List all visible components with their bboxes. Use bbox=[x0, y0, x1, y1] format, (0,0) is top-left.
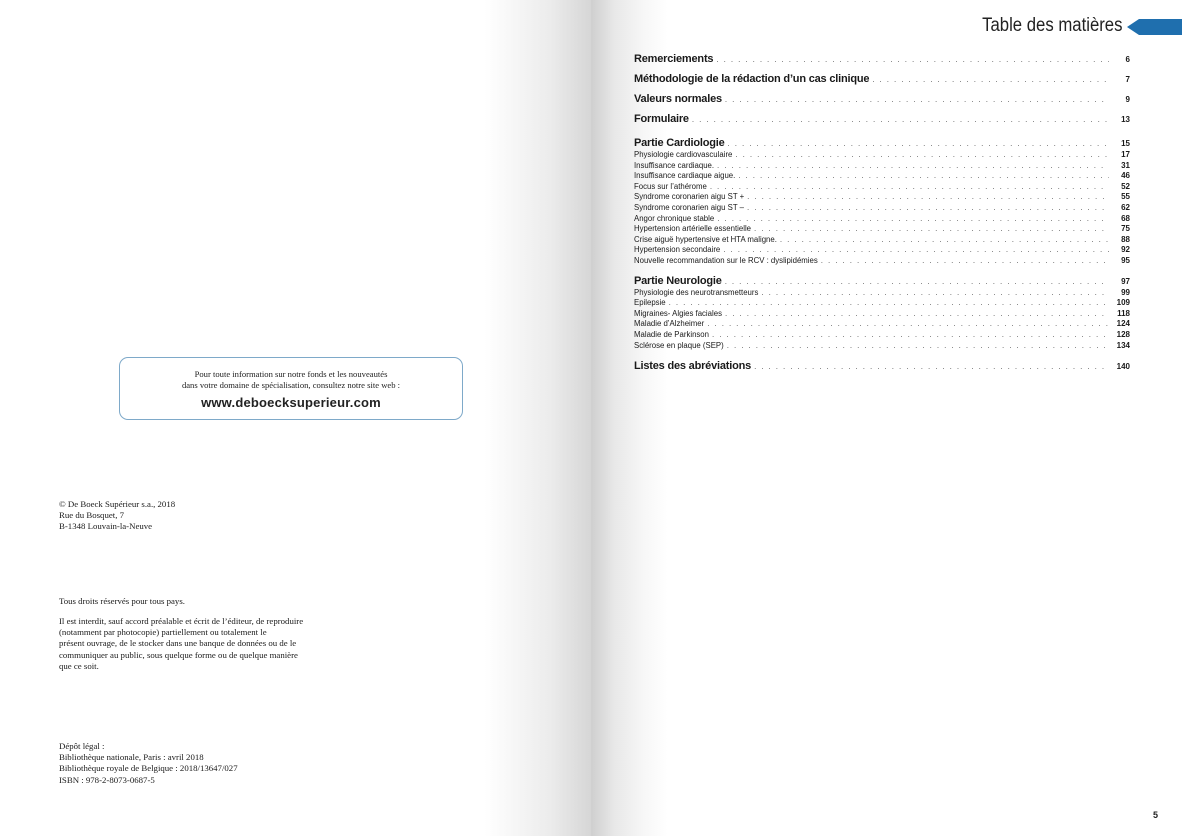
toc-dot-leader bbox=[723, 245, 1109, 254]
toc-dot-leader bbox=[725, 309, 1109, 318]
toc-entry[interactable] bbox=[634, 150, 1130, 161]
toc-entry-title: Sclérose en plaque (SEP) bbox=[634, 340, 724, 350]
toc-entry-title: Partie Cardiologie bbox=[634, 137, 725, 149]
toc-marker-arrow-icon bbox=[1127, 18, 1182, 36]
toc-entry-title: Insuffisance cardiaque aigue. bbox=[634, 171, 736, 181]
depot-title: Dépôt légal : bbox=[59, 741, 105, 751]
toc-entry-title: Valeurs normales bbox=[634, 93, 722, 105]
toc-entry[interactable] bbox=[634, 171, 1130, 182]
toc-entry-page: 55 bbox=[1121, 192, 1130, 202]
toc-entry-page: 46 bbox=[1121, 171, 1130, 181]
toc-entry-title: Maladie d’Alzheimer bbox=[634, 319, 705, 329]
toc-entry[interactable] bbox=[634, 192, 1130, 203]
toc-entry-page: 118 bbox=[1117, 308, 1130, 318]
toc-dot-leader bbox=[725, 95, 1109, 104]
toc-entry-page: 7 bbox=[1125, 75, 1130, 84]
toc-entry-page: 95 bbox=[1121, 255, 1130, 265]
city-line: B-1348 Louvain-la-Neuve bbox=[59, 521, 153, 532]
publisher-info-box bbox=[119, 357, 463, 420]
toc-entry[interactable] bbox=[634, 256, 1130, 267]
toc-entry-title: Crise aiguë hypertensive et HTA maligne. bbox=[634, 234, 777, 244]
toc-dot-leader bbox=[747, 192, 1109, 201]
toc-entry-title: Physiologie cardiovasculaire bbox=[634, 150, 733, 159]
toc-entry[interactable] bbox=[634, 137, 1130, 150]
toc-entry[interactable] bbox=[634, 298, 1130, 309]
toc-entry-page: 109 bbox=[1116, 298, 1130, 308]
toc-entry[interactable] bbox=[634, 235, 1130, 246]
toc-dot-leader bbox=[821, 256, 1109, 265]
toc-entry-title: Méthodologie de la rédaction d’un cas clinique bbox=[634, 73, 870, 85]
toc-dot-leader bbox=[728, 139, 1109, 148]
info-line-1: Pour toute information sur notre fonds et les nouveautés bbox=[194, 369, 388, 379]
toc-dot-leader bbox=[725, 277, 1109, 286]
legal-line: communiquer au public, sous quelque forme ou de quelque manière bbox=[59, 649, 298, 660]
legal-line: Il est interdit, sauf accord préalable et écrit de l’éditeur, de reproduire bbox=[59, 616, 304, 626]
toc-entry[interactable] bbox=[634, 341, 1130, 352]
toc-entry-page: 9 bbox=[1125, 95, 1130, 104]
toc-entry-title: Epilepsie bbox=[634, 298, 666, 308]
toc-entry-title: Insuffisance cardiaque. bbox=[634, 160, 715, 170]
toc-entry[interactable] bbox=[634, 319, 1130, 330]
legal-line: (notamment par photocopie) partiellement ou totalement le bbox=[59, 627, 267, 638]
toc-entry-title: Syndrome coronarien aigu ST + bbox=[634, 192, 745, 202]
copyright-line: © De Boeck Supérieur s.a., 2018 bbox=[59, 499, 176, 509]
depot-line: Bibliothèque royale de Belgique : 2018/13647/027 bbox=[59, 763, 238, 774]
toc-dot-leader bbox=[754, 362, 1109, 371]
toc-entry-title: Physiologie des neurotransmetteurs bbox=[634, 287, 759, 297]
toc-entry[interactable] bbox=[634, 203, 1130, 214]
toc-entry-page: 52 bbox=[1121, 181, 1130, 191]
copyright-block bbox=[59, 499, 175, 533]
toc-entry-page: 140 bbox=[1116, 362, 1130, 372]
toc-entry-page: 128 bbox=[1116, 329, 1130, 339]
depot-line: Bibliothèque nationale, Paris : avril 2018 bbox=[59, 752, 204, 763]
isbn-line: ISBN : 978-2-8073-0687-5 bbox=[59, 774, 155, 785]
toc-entry-page: 17 bbox=[1121, 150, 1130, 159]
toc-dot-leader bbox=[717, 214, 1109, 223]
toc-entry-title: Partie Neurologie bbox=[634, 274, 722, 287]
address-line: Rue du Bosquet, 7 bbox=[59, 510, 124, 521]
toc-entry-title: Nouvelle recommandation sur le RCV : dyslipidémies bbox=[634, 255, 818, 265]
toc-entry-page: 13 bbox=[1121, 115, 1130, 124]
toc-dot-leader bbox=[669, 298, 1109, 307]
toc-dot-leader bbox=[747, 203, 1109, 212]
toc-entry[interactable] bbox=[634, 161, 1130, 172]
toc-dot-leader bbox=[735, 150, 1109, 159]
toc-entry-page: 134 bbox=[1116, 340, 1130, 350]
toc-entry-page: 88 bbox=[1121, 234, 1130, 244]
toc-entry-title: Remerciements bbox=[634, 53, 714, 65]
toc-entry[interactable] bbox=[634, 73, 1130, 89]
toc-dot-leader bbox=[761, 288, 1109, 297]
toc-entry-title: Hypertension artérielle essentielle bbox=[634, 224, 752, 234]
toc-title: Table des matières bbox=[981, 15, 1122, 36]
toc-entry[interactable] bbox=[634, 275, 1130, 288]
rights-line: Tous droits réservés pour tous pays. bbox=[59, 596, 185, 606]
legal-notice bbox=[59, 616, 303, 672]
toc-entry-title: Maladie de Parkinson bbox=[634, 329, 709, 339]
toc-dot-leader bbox=[754, 224, 1109, 233]
toc-entry-title: Migraines- Algies faciales bbox=[634, 308, 722, 318]
toc-entry-page: 99 bbox=[1121, 287, 1130, 297]
legal-line: présent ouvrage, de le stocker dans une banque de données ou de le bbox=[59, 638, 297, 649]
toc-dot-leader bbox=[727, 341, 1109, 350]
toc-dot-leader bbox=[692, 115, 1109, 124]
toc-dot-leader bbox=[738, 171, 1109, 180]
toc-entry[interactable] bbox=[634, 288, 1130, 299]
toc-entry-title: Focus sur l’athérome bbox=[634, 181, 707, 191]
rights-reserved bbox=[59, 596, 185, 607]
toc-entry-page: 6 bbox=[1125, 55, 1130, 64]
toc-entry-title: Listes des abréviations bbox=[634, 360, 752, 373]
toc-dot-leader bbox=[707, 319, 1109, 328]
toc-entry[interactable] bbox=[634, 53, 1130, 69]
toc-entry[interactable] bbox=[634, 245, 1130, 256]
toc-entry[interactable] bbox=[634, 360, 1130, 376]
table-of-contents bbox=[634, 53, 1130, 376]
publisher-website-link[interactable]: www.deboecksuperieur.com bbox=[201, 395, 381, 410]
toc-entry-page: 31 bbox=[1121, 160, 1130, 170]
legal-deposit bbox=[59, 741, 238, 786]
toc-entry[interactable] bbox=[634, 182, 1130, 193]
toc-dot-leader bbox=[716, 55, 1109, 64]
toc-entry[interactable] bbox=[634, 214, 1130, 225]
toc-entry-page: 15 bbox=[1121, 139, 1130, 148]
toc-entry-page: 97 bbox=[1121, 276, 1130, 286]
toc-dot-leader bbox=[710, 182, 1109, 191]
toc-entry-page: 124 bbox=[1116, 319, 1130, 329]
toc-dot-leader bbox=[780, 235, 1109, 244]
page-number: 5 bbox=[1153, 810, 1159, 820]
toc-entry-title: Hypertension secondaire bbox=[634, 245, 721, 255]
toc-entry[interactable] bbox=[634, 309, 1130, 320]
legal-line: que ce soit. bbox=[59, 660, 99, 671]
info-line-2: dans votre domaine de spécialisation, consultez notre site web : bbox=[181, 380, 401, 390]
toc-entry[interactable] bbox=[634, 93, 1130, 109]
toc-dot-leader bbox=[717, 161, 1109, 170]
toc-dot-leader bbox=[712, 330, 1109, 339]
toc-dot-leader bbox=[872, 75, 1109, 84]
toc-entry-page: 68 bbox=[1121, 213, 1130, 223]
toc-entry-title: Syndrome coronarien aigu ST – bbox=[634, 202, 744, 212]
toc-entry-page: 75 bbox=[1121, 224, 1130, 234]
toc-entry[interactable] bbox=[634, 113, 1130, 129]
toc-entry-title: Formulaire bbox=[634, 113, 689, 125]
toc-entry-page: 62 bbox=[1121, 202, 1130, 212]
toc-entry[interactable] bbox=[634, 330, 1130, 341]
toc-entry[interactable] bbox=[634, 224, 1130, 235]
toc-entry-page: 92 bbox=[1121, 245, 1130, 255]
toc-entry-title: Angor chronique stable bbox=[634, 213, 715, 223]
